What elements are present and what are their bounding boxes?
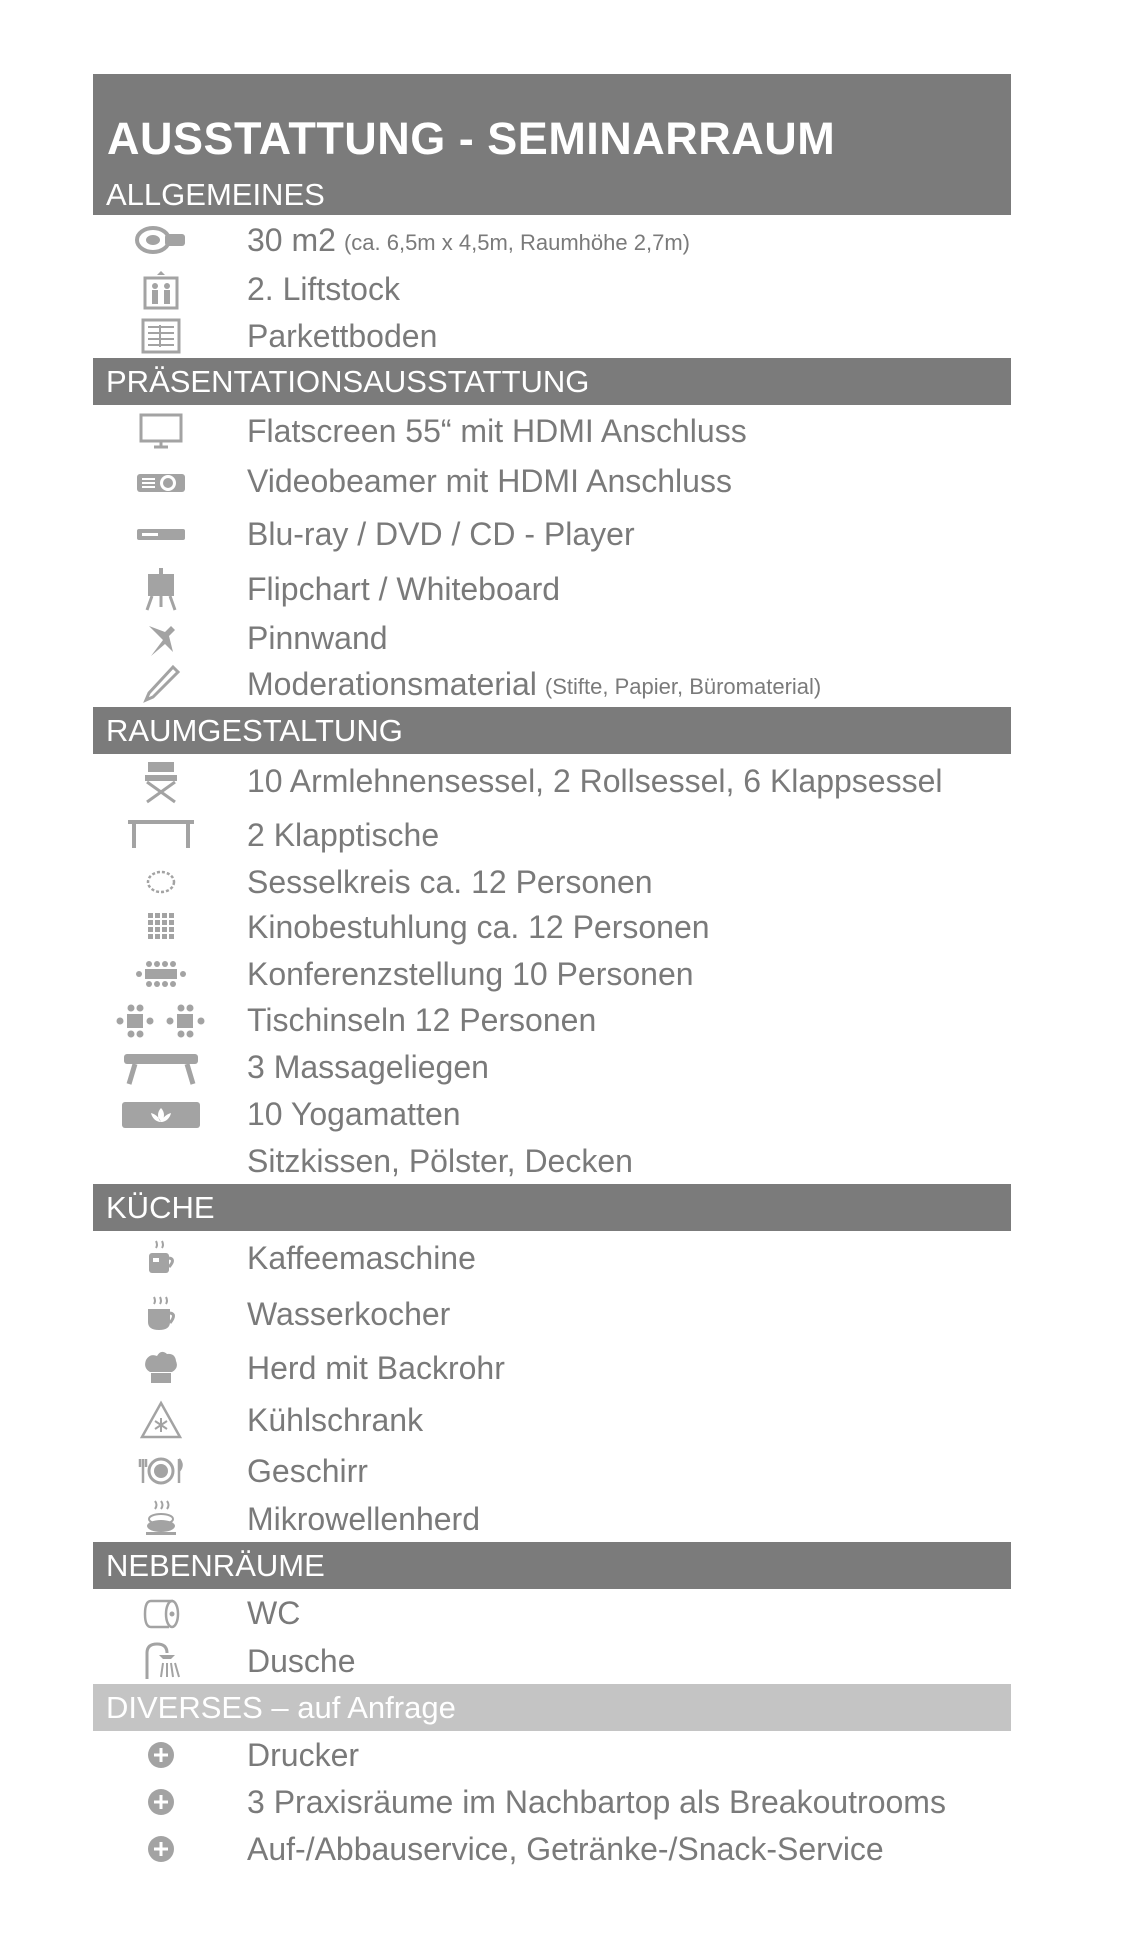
equipment-row: [93, 1446, 1011, 1496]
section-header: PRÄSENTATIONSAUSSTATTUNG: [93, 358, 1011, 405]
section-header: KÜCHE: [93, 1184, 1011, 1231]
equipment-row: [93, 1496, 1011, 1542]
equipment-text: Mikrowellenherd: [247, 1500, 480, 1537]
plus-circle-icon: [113, 1782, 209, 1822]
plus-circle-icon: [113, 1829, 209, 1869]
equipment-label: [247, 1138, 633, 1184]
equipment-text: Herd mit Backrohr: [247, 1349, 505, 1386]
equipment-text: Drucker: [247, 1736, 360, 1773]
fridge-snowflake-icon: [113, 1400, 209, 1440]
equipment-text: Videobeamer mit HDMI Anschluss: [247, 463, 732, 499]
equipment-text: 10 Armlehnensessel, 2 Rollsessel, 6 Klappsessel: [247, 763, 943, 799]
equipment-row: [93, 1638, 1011, 1684]
equipment-text: Kaffeemaschine: [247, 1240, 476, 1276]
section-header: NEBENRÄUME: [93, 1542, 1011, 1589]
equipment-text: Kühlschrank: [247, 1401, 424, 1438]
equipment-label: [247, 1286, 450, 1342]
dishes-icon: [113, 1451, 209, 1491]
equipment-row: [93, 661, 1011, 707]
section-header: RAUMGESTALTUNG: [93, 707, 1011, 754]
equipment-text: Tischinseln 12 Personen: [247, 1002, 597, 1038]
equipment-text: Geschirr: [247, 1452, 368, 1489]
equipment-row: [93, 1731, 1011, 1779]
equipment-text: Sesselkreis ca. 12 Personen: [247, 863, 653, 900]
disc-player-icon: [113, 514, 209, 554]
equipment-row: [93, 1825, 1011, 1873]
equipment-row: [93, 506, 1011, 562]
equipment-row: [93, 1779, 1011, 1825]
equipment-row: [93, 754, 1011, 809]
equipment-text: Kinobestuhlung ca. 12 Personen: [247, 908, 710, 945]
equipment-row: [93, 951, 1011, 997]
equipment-label: [247, 616, 388, 661]
equipment-text: Flipchart / Whiteboard: [247, 570, 561, 607]
equipment-row: [93, 616, 1011, 661]
equipment-label: [247, 1589, 300, 1638]
yoga-mat-icon: [113, 1095, 209, 1135]
kettle-cup-icon: [113, 1294, 209, 1334]
circle-seating-icon: [113, 862, 209, 902]
equipment-label: [247, 661, 821, 707]
equipment-text: 30 m2: [247, 221, 336, 258]
equipment-row: [93, 314, 1011, 358]
section-header: ALLGEMEINES: [106, 177, 325, 212]
equipment-text: 2 Klapptische: [247, 816, 440, 853]
equipment-label: [247, 1446, 368, 1496]
equipment-note: (ca. 6,5m x 4,5m, Raumhöhe 2,7m): [343, 230, 690, 255]
equipment-label: [247, 951, 694, 997]
flipchart-icon: [113, 569, 209, 609]
equipment-text: WC: [247, 1595, 301, 1631]
equipment-text: Sitzkissen, Pölster, Decken: [247, 1142, 633, 1179]
equipment-label: [247, 405, 747, 457]
equipment-text: Pinnwand: [247, 620, 388, 656]
section-header: DIVERSES – auf Anfrage: [93, 1684, 1011, 1731]
equipment-label: [247, 1394, 423, 1446]
equipment-label: [247, 215, 690, 265]
equipment-label: [247, 1731, 359, 1779]
equipment-label: [247, 562, 560, 616]
equipment-row: [93, 903, 1011, 951]
equipment-row: [93, 1231, 1011, 1286]
coffee-machine-icon: [113, 1239, 209, 1279]
monitor-icon: [113, 411, 209, 451]
conference-table-icon: [113, 954, 209, 994]
equipment-text: Dusche: [247, 1642, 356, 1679]
elevator-icon: [113, 270, 209, 310]
equipment-label: [247, 809, 439, 861]
equipment-text: 3 Massageliegen: [247, 1049, 489, 1085]
title-banner: [93, 74, 1011, 215]
equipment-text: 3 Praxisräume im Nachbartop als Breakoutrooms: [247, 1783, 946, 1820]
equipment-label: [247, 457, 732, 506]
equipment-text: Parkettboden: [247, 317, 438, 354]
equipment-row: [93, 215, 1011, 265]
equipment-row: [93, 265, 1011, 314]
equipment-label: [247, 1044, 489, 1091]
equipment-row: [93, 1044, 1011, 1091]
equipment-list: [93, 215, 1011, 1873]
equipment-text: Blu-ray / DVD / CD - Player: [247, 515, 635, 552]
equipment-label: [247, 1342, 505, 1394]
plus-circle-icon: [113, 1735, 209, 1775]
equipment-text: Moderationsmaterial: [247, 665, 537, 702]
equipment-label: [247, 754, 942, 809]
pushpin-icon: [113, 619, 209, 659]
equipment-row: [93, 1286, 1011, 1342]
projector-icon: [113, 462, 209, 502]
equipment-text: 2. Liftstock: [247, 271, 400, 307]
page-title: AUSSTATTUNG - SEMINARRAUM: [107, 113, 836, 164]
table-icon: [113, 815, 209, 855]
toilet-paper-icon: [113, 1594, 209, 1634]
equipment-row: [93, 457, 1011, 506]
equipment-label: [247, 1825, 884, 1873]
equipment-row: [93, 1589, 1011, 1638]
pen-icon: [113, 664, 209, 704]
equipment-text: Wasserkocher: [247, 1295, 451, 1332]
equipment-text: Auf-/Abbauservice, Getränke-/Snack-Service: [247, 1830, 884, 1867]
equipment-label: [247, 1638, 356, 1684]
cinema-seating-icon: [113, 907, 209, 947]
equipment-row: [93, 562, 1011, 616]
tape-measure-icon: [113, 220, 209, 260]
parquet-floor-icon: [113, 316, 209, 356]
equipment-label: [247, 265, 400, 314]
equipment-row: [93, 1342, 1011, 1394]
equipment-row: [93, 1091, 1011, 1138]
equipment-label: [247, 506, 635, 562]
massage-table-icon: [113, 1048, 209, 1088]
equipment-row: [93, 1138, 1011, 1184]
equipment-sheet: [93, 74, 1011, 1873]
equipment-label: [247, 997, 596, 1044]
equipment-label: [247, 903, 710, 951]
equipment-label: [247, 1779, 946, 1825]
shower-icon: [113, 1641, 209, 1681]
chef-hat-icon: [113, 1348, 209, 1388]
equipment-row: [93, 997, 1011, 1044]
equipment-row: [93, 861, 1011, 903]
equipment-text: 10 Yogamatten: [247, 1096, 461, 1132]
equipment-text: Konferenzstellung 10 Personen: [247, 955, 694, 992]
microwave-dish-icon: [113, 1499, 209, 1539]
table-islands-icon: [113, 1001, 209, 1041]
equipment-text: Flatscreen 55“ mit HDMI Anschluss: [247, 412, 747, 449]
equipment-row: [93, 809, 1011, 861]
equipment-label: [247, 1496, 480, 1542]
director-chair-icon: [113, 762, 209, 802]
equipment-row: [93, 1394, 1011, 1446]
equipment-row: [93, 405, 1011, 457]
equipment-label: [247, 861, 653, 903]
equipment-label: [247, 314, 437, 358]
equipment-label: [247, 1091, 461, 1138]
equipment-label: [247, 1231, 476, 1286]
equipment-note: (Stifte, Papier, Büromaterial): [544, 674, 822, 699]
